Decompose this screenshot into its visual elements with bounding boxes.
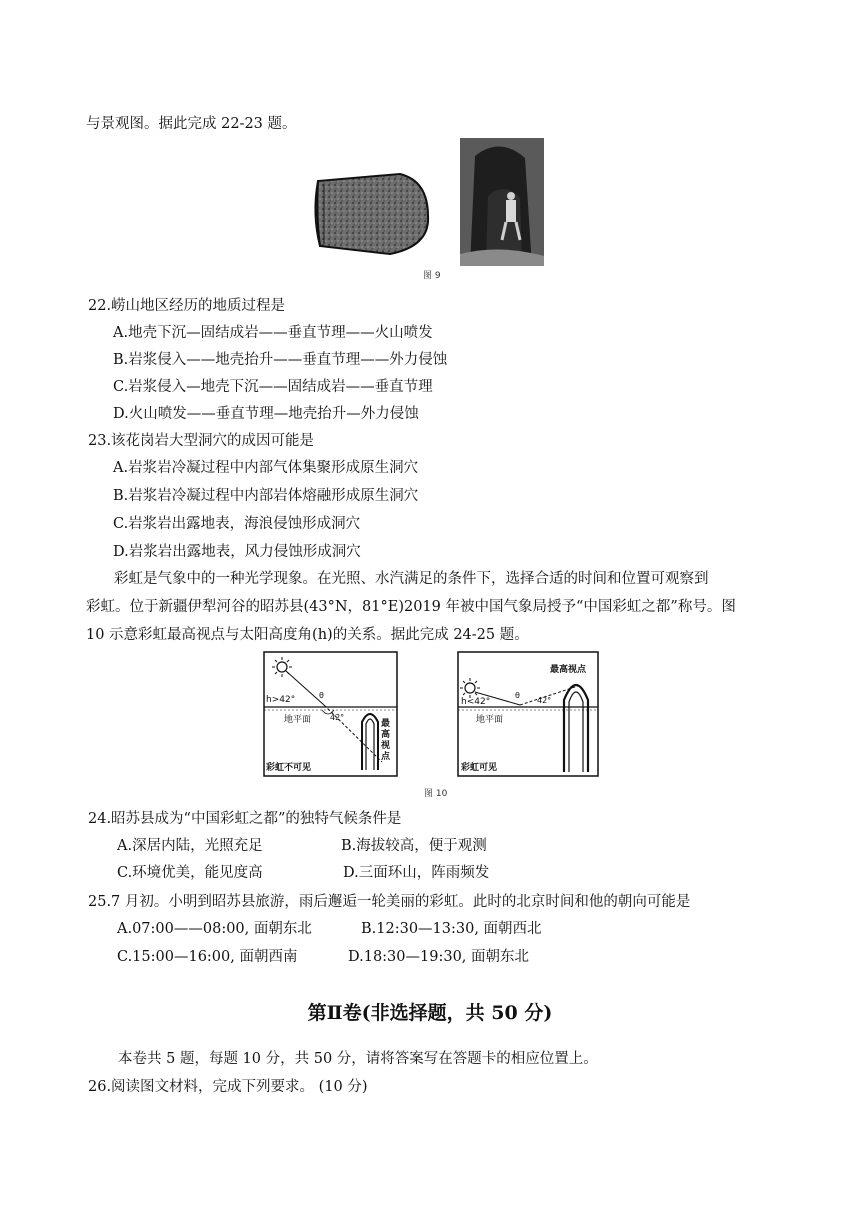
right-h-label: h<42° [461, 697, 491, 707]
left-theta: θ [319, 691, 324, 700]
left-h-label: h>42° [266, 695, 296, 705]
q24-option-c: C.环境优美，能见度高 [117, 865, 263, 881]
q24-option-b: B.海拔较高，便于观测 [341, 838, 487, 854]
figure-10-left-panel [264, 652, 397, 776]
left-angle: 42° [330, 713, 345, 722]
figure-10 [262, 650, 602, 780]
svg-text:高: 高 [381, 730, 391, 740]
left-ground-label: 地平面 [284, 715, 312, 725]
q22-stem: 22.崂山地区经历的地质过程是 [88, 298, 286, 314]
cave-photo [460, 138, 544, 266]
q25-option-c: C.15:00—16:00, 面朝西南 [117, 949, 298, 965]
granite-block-illustration [315, 174, 428, 254]
rainbow-paragraph-line-1: 彩虹是气象中的一种光学现象。在光照、水汽满足的条件下，选择合适的时间和位置可观察到 [114, 571, 709, 587]
right-top-point-label: 最高视点 [550, 665, 587, 675]
q23-option-b: B.岩浆岩冷凝过程中内部岩体熔融形成原生洞穴 [113, 488, 419, 504]
figure-9 [310, 136, 555, 281]
right-status-label: 彩虹可见 [461, 763, 498, 773]
q22-option-c: C.岩浆侵入—地壳下沉——固结成岩——垂直节理 [113, 379, 433, 395]
figure-9-caption: 图 9 [423, 271, 441, 281]
right-ground-label: 地平面 [476, 715, 504, 725]
left-top-point-label [380, 717, 391, 762]
section-2-title: 第Ⅱ卷(非选择题，共 50 分) [307, 1002, 553, 1024]
svg-text:最: 最 [381, 719, 391, 729]
q23-option-c: C.岩浆岩出露地表，海浪侵蚀形成洞穴 [113, 516, 361, 532]
svg-text:视: 视 [381, 741, 391, 751]
q22-option-b: B.岩浆侵入——地壳抬升——垂直节理——外力侵蚀 [113, 352, 448, 368]
q25-option-b: B.12:30—13:30, 面朝西北 [361, 921, 542, 937]
q24-stem: 24.昭苏县成为“中国彩虹之都”的独特气候条件是 [88, 811, 402, 827]
q22-option-a: A.地壳下沉—固结成岩——垂直节理——火山喷发 [113, 325, 433, 341]
q22-option-d: D.火山喷发——垂直节理—地壳抬升—外力侵蚀 [113, 406, 419, 422]
figure-10-right-panel [458, 652, 598, 776]
q23-option-a: A.岩浆岩冷凝过程中内部气体集聚形成原生洞穴 [113, 460, 419, 476]
q25-stem: 25.7 月初。小明到昭苏县旅游，雨后邂逅一轮美丽的彩虹。此时的北京时间和他的朝向可能是 [88, 894, 691, 910]
section-2-instruction: 本卷共 5 题，每题 10 分，共 50 分，请将答案写在答题卡的相应位置上。 [118, 1051, 598, 1067]
right-angle: 42° [537, 696, 552, 705]
rainbow-paragraph-line-3: 10 示意彩虹最高视点与太阳高度角(h)的关系。据此完成 24-25 题。 [86, 627, 529, 643]
q25-option-d: D.18:30—19:30, 面朝东北 [348, 949, 530, 965]
svg-text:点: 点 [381, 752, 391, 762]
q24-option-a: A.深居内陆，光照充足 [117, 838, 263, 854]
rainbow-paragraph-line-2: 彩虹。位于新疆伊犁河谷的昭苏县(43°N，81°E)2019 年被中国气象局授予“中国彩虹之都”称号。图 [86, 599, 736, 615]
intro-text: 与景观图。据此完成 22-23 题。 [86, 116, 297, 132]
left-status-label: 彩虹不可见 [266, 763, 312, 773]
right-theta: θ [515, 691, 520, 700]
q23-option-d: D.岩浆岩出露地表，风力侵蚀形成洞穴 [113, 544, 361, 560]
q24-option-d: D.三面环山，阵雨频发 [343, 865, 490, 881]
q26-stem: 26.阅读图文材料，完成下列要求。 (10 分) [88, 1079, 368, 1095]
q25-option-a: A.07:00——08:00, 面朝东北 [117, 921, 312, 937]
q23-stem: 23.该花岗岩大型洞穴的成因可能是 [88, 433, 315, 449]
figure-10-caption: 图 10 [424, 789, 448, 799]
